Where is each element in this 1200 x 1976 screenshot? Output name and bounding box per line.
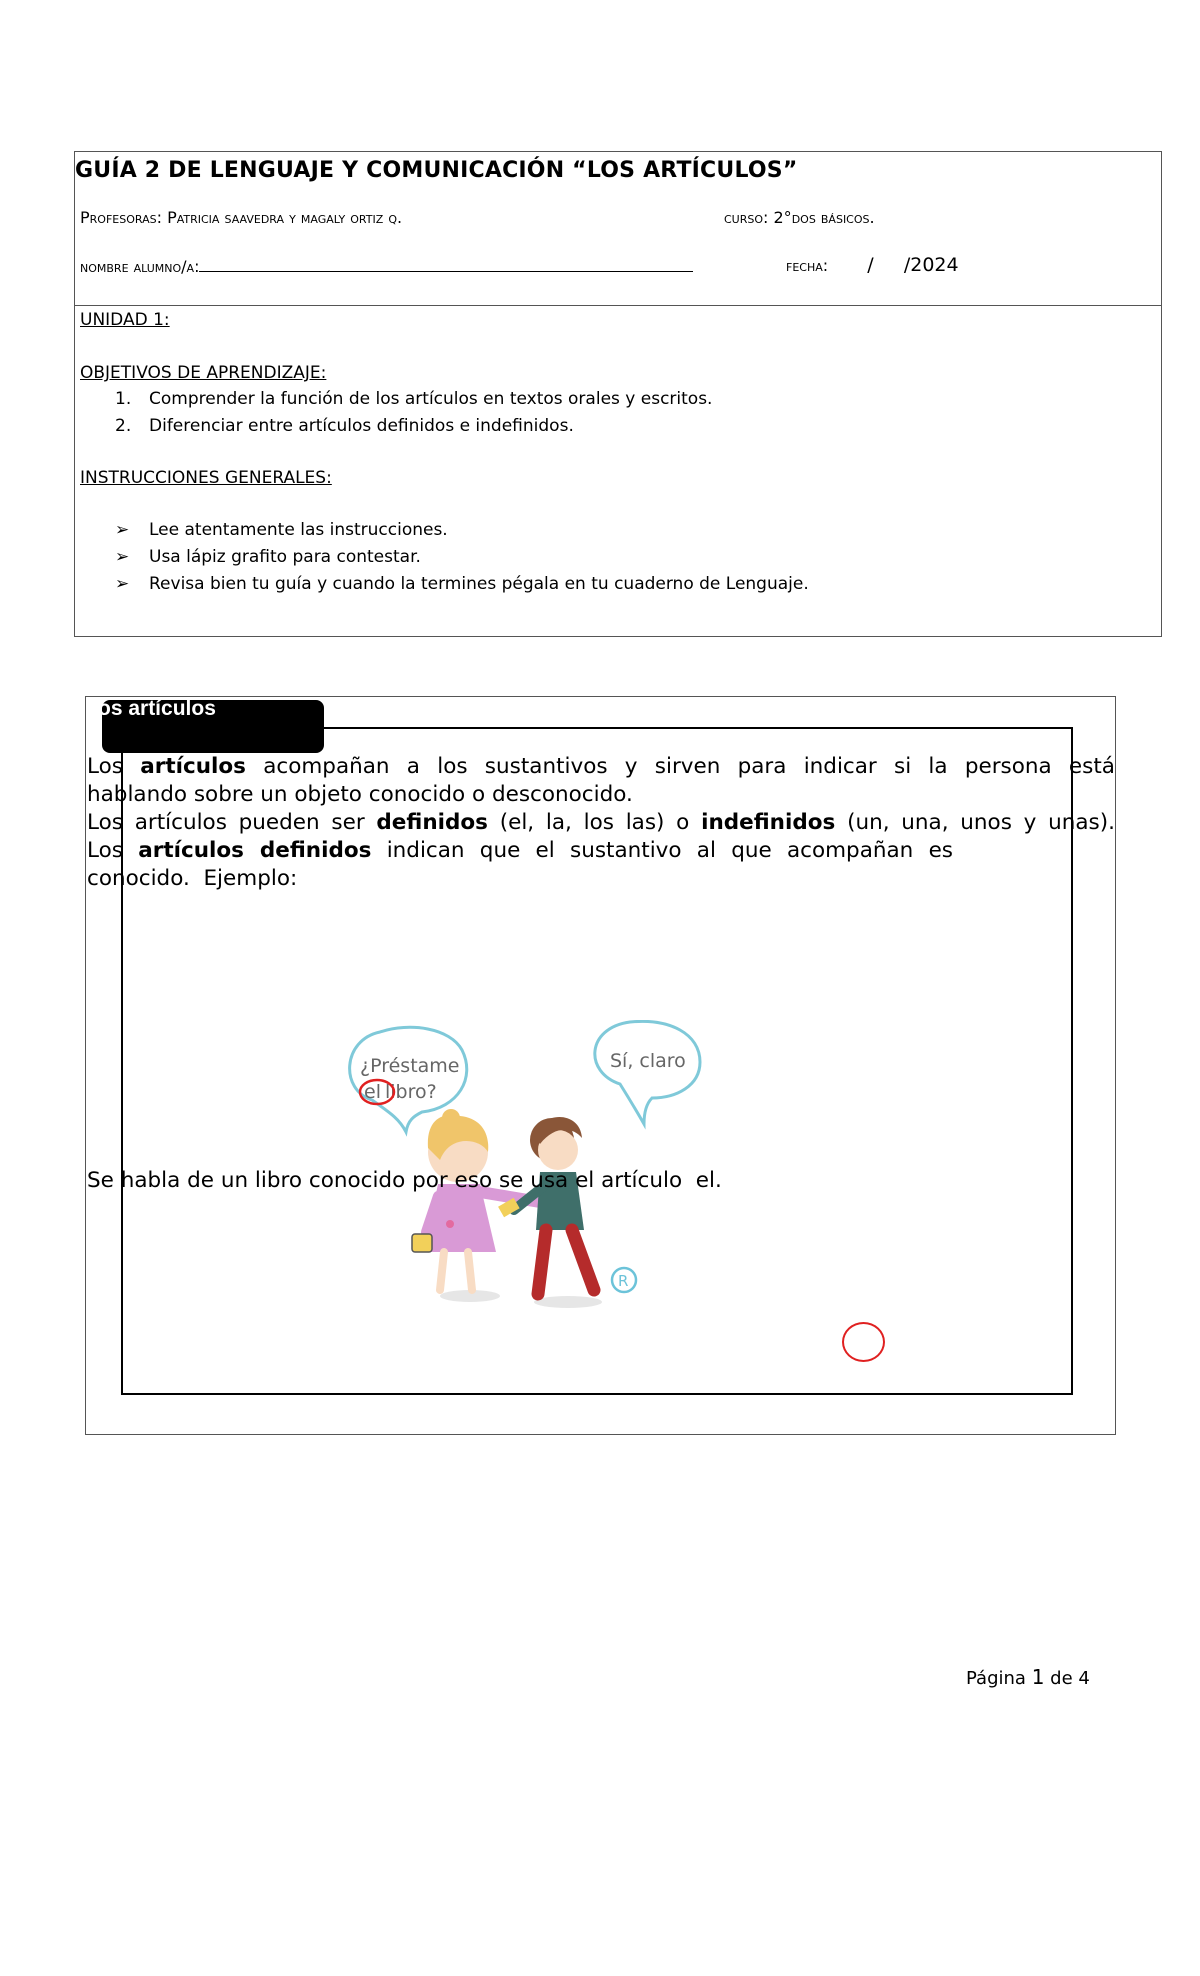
course-number: 2° — [773, 208, 792, 227]
date-line: fecha: / /2024 — [786, 254, 959, 276]
instruction-text: Revisa bien tu guía y cuando la termines pégala en tu cuaderno de Lenguaje. — [149, 574, 809, 594]
guide-header — [74, 151, 1162, 637]
bubble-right-text: Sí, claro — [610, 1050, 686, 1072]
svg-text:ellibro? — [364, 1081, 437, 1103]
objective-text: Diferenciar entre artículos definidos e indefinidos. — [149, 416, 574, 436]
header-divider — [75, 305, 1161, 306]
objective-item — [115, 416, 574, 436]
objectives-label: OBJETIVOS DE APRENDIZAJE: — [80, 363, 327, 383]
date-label: fecha — [786, 256, 823, 275]
text-fragment: (el, la, los las) o — [499, 810, 690, 835]
of-word: de — [1050, 1668, 1073, 1689]
student-label: nombre alumno/a — [80, 257, 195, 276]
course-text: dos básicos. — [791, 208, 875, 227]
bold-term: indefinidos — [701, 810, 836, 835]
bubble-left-line1: ¿Préstame — [360, 1055, 460, 1077]
text-fragment: Los — [87, 754, 123, 779]
lesson-paragraph-line-2: hablando sobre un objeto conocido o desconocido. — [87, 782, 633, 807]
list-number: 2. — [115, 416, 132, 436]
page-number: 1 — [1031, 1665, 1045, 1689]
page-total: 4 — [1078, 1668, 1090, 1689]
boy-figure — [498, 1117, 636, 1308]
children-illustration — [340, 1020, 790, 1310]
bubble-left-word: libro? — [384, 1081, 437, 1103]
arrow-bullet-icon: ➢ — [115, 574, 130, 594]
lesson-paragraph-line-4 — [87, 837, 953, 865]
text-fragment: indican que el sustantivo al que acompañan es — [386, 838, 953, 863]
objective-text: Comprender la función de los artículos en textos orales y escritos. — [149, 389, 713, 409]
lesson-paragraph-line-1 — [87, 753, 1115, 781]
bold-term: definidos — [376, 810, 488, 835]
course-line: curso: 2°dos básicos. — [724, 208, 875, 227]
teachers-label: Profesoras — [80, 208, 157, 227]
speech-bubble-right — [595, 1021, 700, 1124]
text-fragment: (un, una, unos y unas). — [847, 810, 1115, 835]
text-fragment: acompañan a los sustantivos y sirven para indicar si la persona está — [263, 754, 1115, 779]
instructions-label: INSTRUCCIONES GENERALES: — [80, 468, 332, 488]
arrow-bullet-icon: ➢ — [115, 547, 130, 567]
arrow-bullet-icon: ➢ — [115, 520, 130, 540]
lesson-paragraph-line-5: conocido. Ejemplo: — [87, 866, 298, 891]
bold-term: artículos — [140, 754, 246, 779]
lesson-tab-label: os artículos — [98, 697, 216, 720]
page-word: Página — [966, 1668, 1026, 1689]
date-value[interactable]: / /2024 — [867, 254, 959, 276]
list-number: 1. — [115, 389, 132, 409]
text-fragment: Los artículos pueden ser — [87, 810, 365, 835]
instruction-item — [115, 547, 421, 567]
instruction-item — [115, 520, 448, 540]
instruction-text: Usa lápiz grafito para contestar. — [149, 547, 421, 567]
student-name-field[interactable] — [199, 254, 693, 272]
lesson-paragraph-line-3 — [87, 809, 1115, 837]
bubble-left-article: el — [364, 1081, 381, 1103]
objective-item — [115, 389, 712, 409]
text-fragment: Los — [87, 838, 123, 863]
red-circle-mark — [842, 1322, 885, 1362]
bold-term: artículos definidos — [138, 838, 372, 863]
teachers-line: Profesoras: Patricia saavedra y magaly ortiz q. — [80, 208, 403, 227]
student-name-line: nombre alumno/a: — [80, 254, 693, 276]
guide-title: GUÍA 2 DE LENGUAJE Y COMUNICACIÓN “LOS ARTÍCULOS” — [75, 158, 798, 183]
teachers-value: Patricia saavedra y magaly ortiz q. — [167, 208, 403, 227]
page-footer — [966, 1665, 1090, 1689]
instruction-item — [115, 574, 809, 594]
course-label: curso — [724, 208, 764, 227]
unit-label: UNIDAD 1: — [80, 310, 170, 330]
instruction-text: Lee atentamente las instrucciones. — [149, 520, 448, 540]
example-explanation: Se habla de un libro conocido por eso se usa el artículo el. — [87, 1168, 722, 1193]
r-badge: R — [618, 1272, 629, 1290]
